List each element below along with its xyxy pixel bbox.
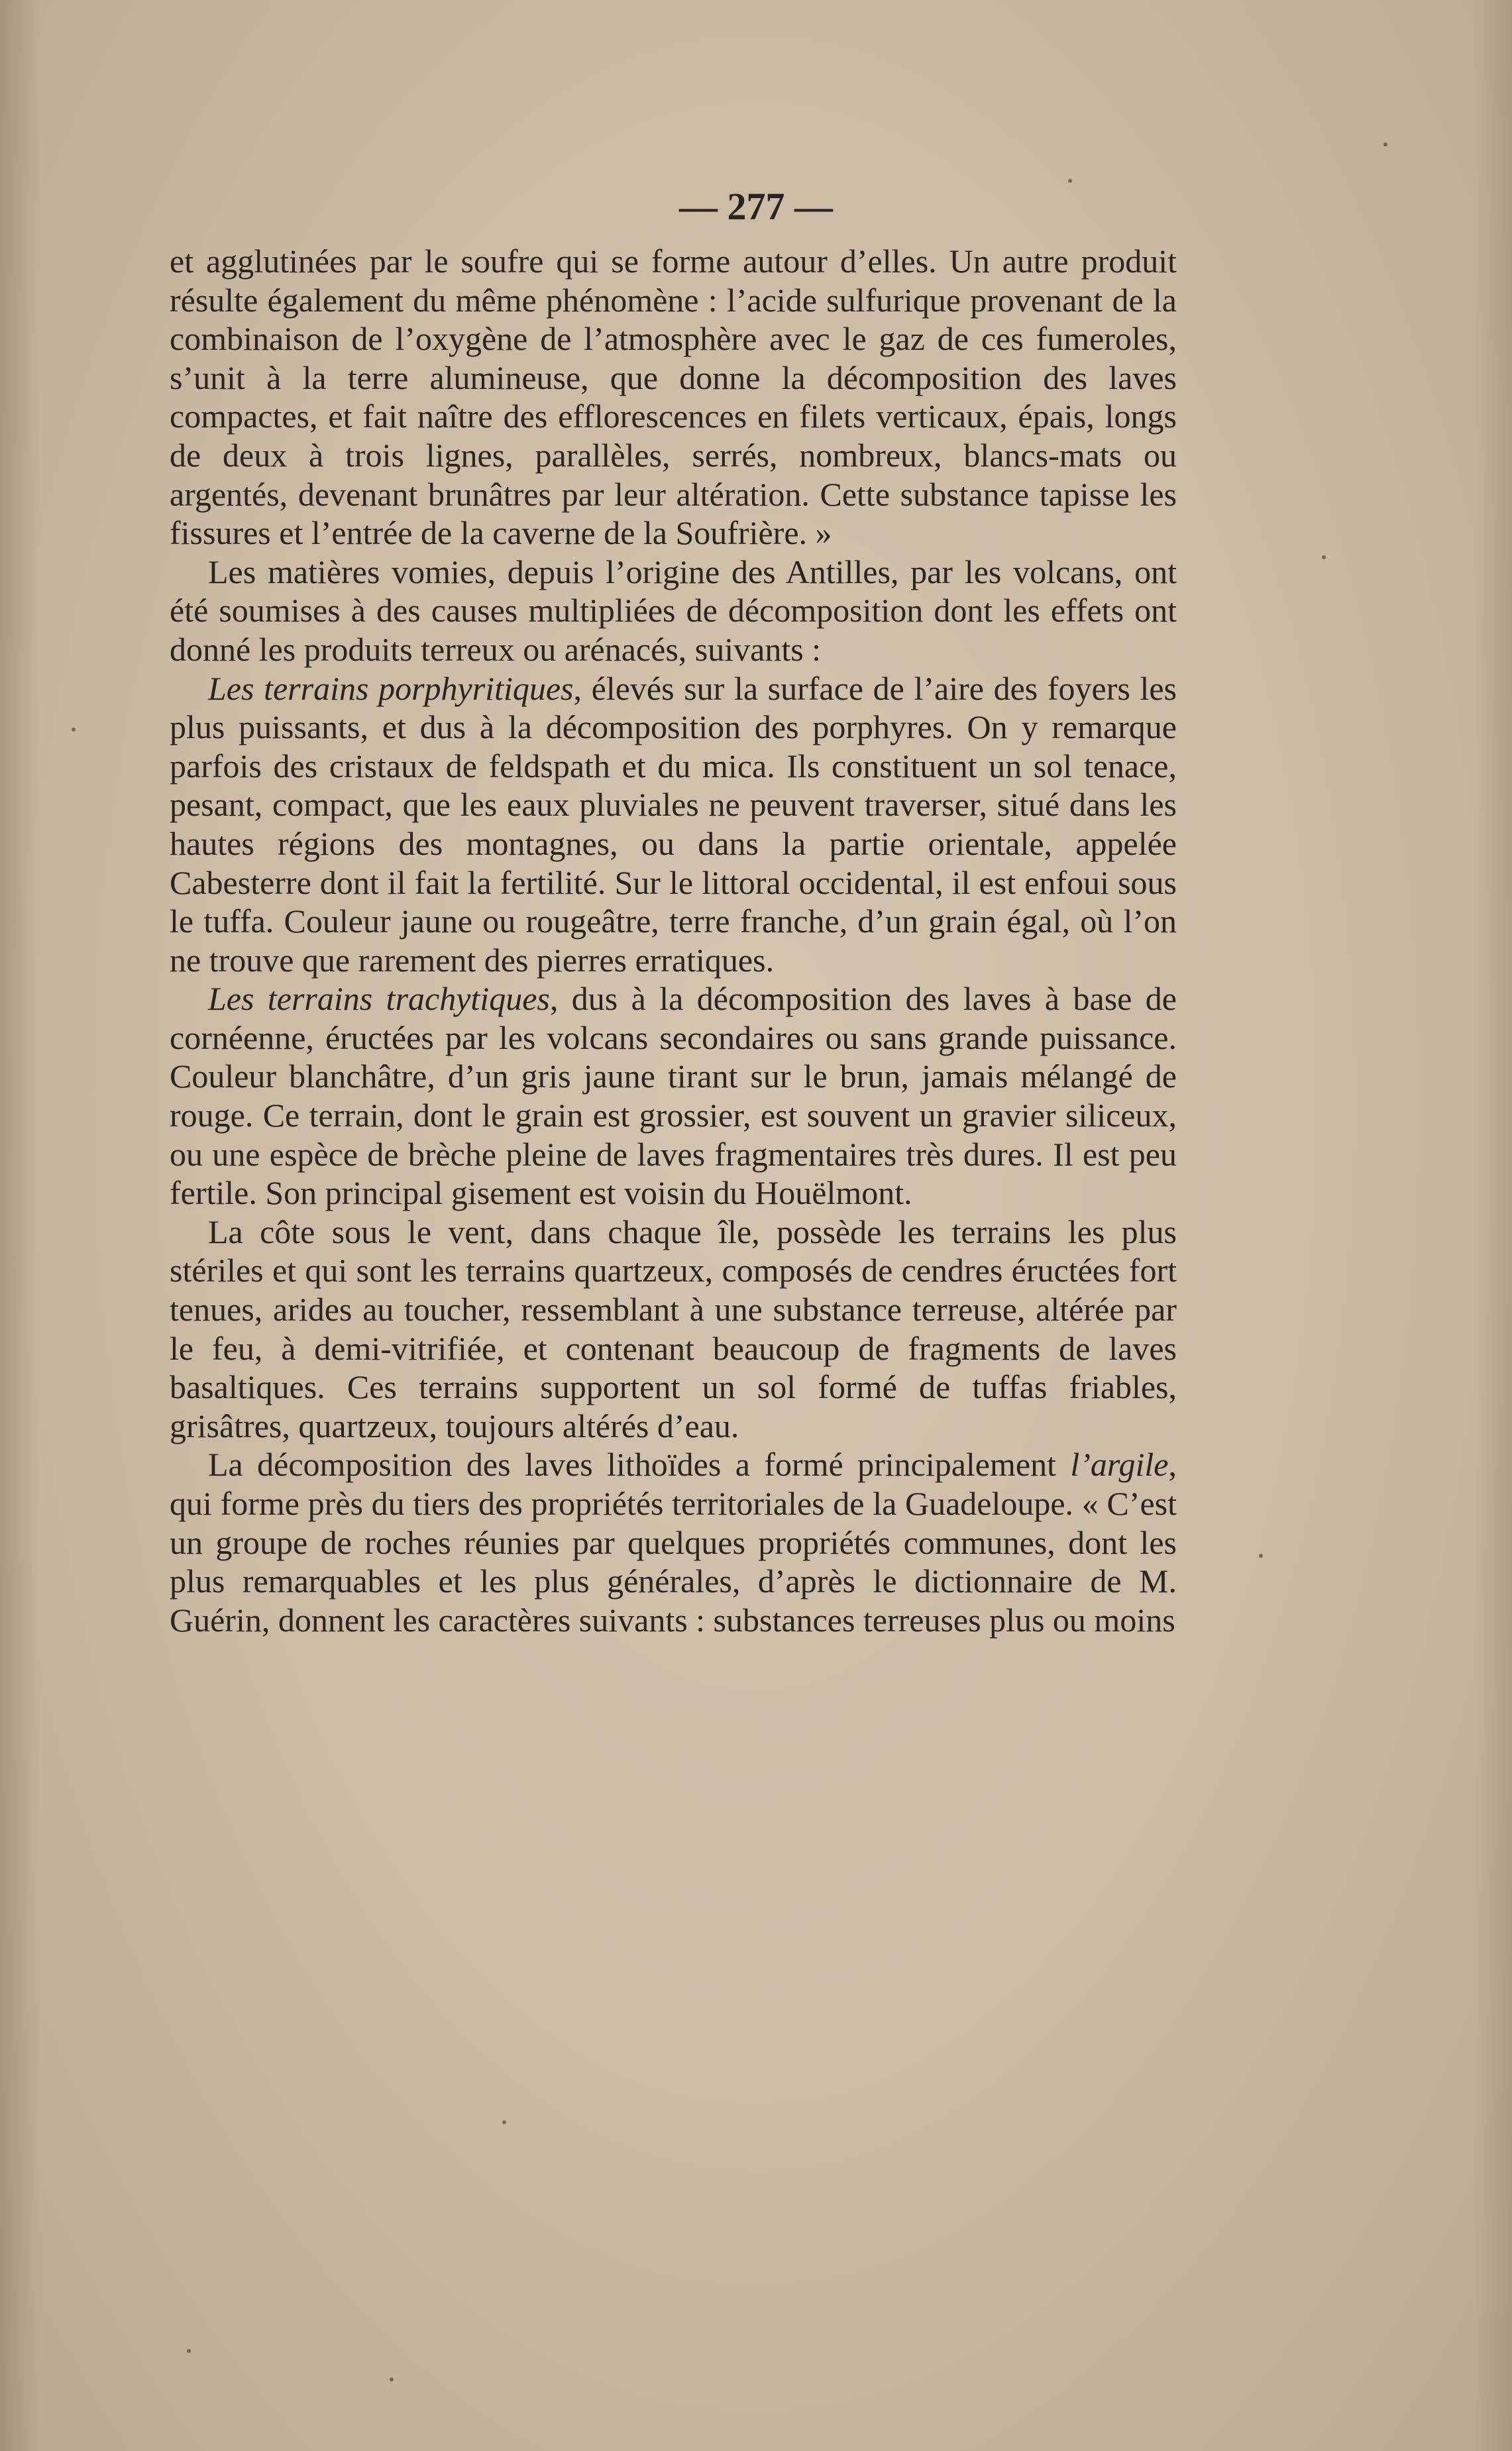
text-run: La décomposition des laves lithoïdes a formé principalement (208, 1446, 1071, 1484)
paper-speck (1259, 1554, 1263, 1558)
text-run: , qui forme près du tiers des propriétés territoriales de la Guadeloupe. « C’est un groupe de roches réunies par quelques propriétés communes, dont les plus remarquables et les plus générales, d’après le dictionnaire de M. Guérin, donnent les caractères suivants : substances terreuses plus ou moins (170, 1446, 1177, 1639)
text-run: et agglutinées par le soufre qui se forme autour d’elles. Un autre produit résulte également du même phénomène : l’acide sulfurique provenant de la combinaison de l’oxygène de l’atmosphère avec le gaz de ces fumeroles, s’unit à la terre alumineuse, que donne la décomposition des laves compactes, et fait naître des efflorescences en filets verticaux, épais, longs de deux à trois lignes, parallèles, serrés, nombreux, blancs-mats ou argentés, devenant brunâtres par leur altération. Cette substance tapisse les fissures et l’entrée de la caverne de la Soufrière. » (170, 243, 1177, 552)
page-number: — 277 — (679, 185, 833, 228)
italic-term: l’argile (1070, 1446, 1169, 1484)
body-text (170, 242, 1177, 1639)
text-run: , élevés sur la surface de l’aire des foyers les plus puissants, et dus à la décomposition des porphyres. On y remarque parfois des cristaux de feldspath et du mica. Ils constituent un sol tenace, pesant, compact, que les eaux pluviales ne peuvent traverser, situé dans les hautes régions des montagnes, ou dans la partie orientale, appelée Cabesterre dont il fait la fertilité. Sur le littoral occidental, il est enfoui sous le tuffa. Couleur jaune ou rougeâtre, terre franche, d’un grain égal, où l’on ne trouve que rarement des pierres erratiques. (170, 669, 1177, 979)
paragraph (170, 669, 1177, 980)
right-page-shadow (1472, 0, 1512, 2451)
paragraph (170, 1445, 1177, 1639)
text-run: Les matières vomies, depuis l’origine des Antilles, par les volcans, ont été soumises à des causes multipliées de décomposition dont les effets ont donné les produits terreux ou arénacés, suivants : (170, 553, 1177, 668)
paper-speck (502, 2120, 506, 2124)
left-page-shadow (0, 0, 40, 2451)
paper-speck (390, 2377, 394, 2381)
paragraph (170, 979, 1177, 1213)
paragraph (170, 553, 1177, 669)
paper-speck (1383, 142, 1387, 146)
paragraph (170, 242, 1177, 553)
text-run: La côte sous le vent, dans chaque île, possède les terrains les plus stériles et qui sont les terrains quartzeux, composés de cendres éructées fort tenues, arides au toucher, ressemblant à une substance terreuse, altérée par le feu, à demi-vitrifiée, et contenant beaucoup de fragments de laves basaltiques. Ces terrains supportent un sol formé de tuffas friables, grisâtres, quartzeux, toujours altérés d’eau. (170, 1213, 1177, 1444)
paper-speck (1322, 555, 1326, 559)
italic-term: Les terrains trachytiques (208, 980, 550, 1018)
paper-speck (187, 2349, 191, 2353)
italic-term: Les terrains porphyritiques (208, 669, 574, 707)
paper-speck (72, 728, 76, 732)
paper-speck (1068, 179, 1072, 183)
paragraph (170, 1213, 1177, 1446)
text-run: , dus à la décomposition des laves à base de cornéenne, éructées par les volcans secondaires ou sans grande puissance. Couleur blanchâtre, d’un gris jaune tirant sur le brun, jamais mélangé de rouge. Ce terrain, dont le grain est grossier, est souvent un gravier siliceux, ou une espèce de brèche pleine de laves fragmentaires très dures. Il est peu fertile. Son principal gisement est voisin du Houëlmont. (170, 980, 1177, 1212)
